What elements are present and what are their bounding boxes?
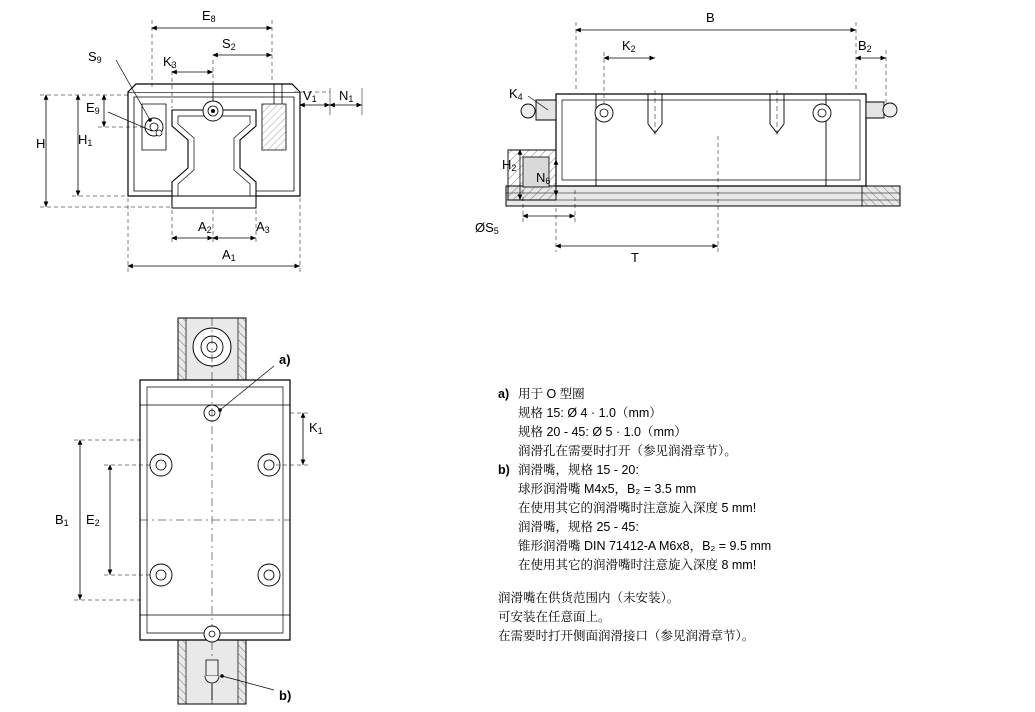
label-B1: $B_1$: [55, 512, 69, 528]
label-E9: $E_9$: [86, 100, 100, 116]
note-b: [498, 461, 1018, 480]
note-a: [498, 385, 1018, 404]
label-K1: $K_1$: [309, 420, 323, 436]
label-A1: $A_1$: [222, 247, 236, 263]
note-a-marker: a): [498, 387, 510, 401]
label-B2: $B_2$: [858, 38, 872, 54]
label-S9: $S_9$: [88, 49, 102, 65]
label-A2: $A_2$: [198, 219, 212, 235]
note-b-line-3: 润滑嘴，规格 25 - 45:: [518, 520, 639, 534]
label-V1: $V_1$: [303, 88, 317, 104]
note-footer-line-2: 可安装在任意面上。: [498, 610, 611, 624]
side-view: [506, 22, 900, 252]
label-S5: $ØS_5$: [475, 220, 499, 236]
label-T: T: [631, 250, 639, 265]
top-view: [74, 318, 310, 704]
label-H2: $H_2$: [502, 157, 517, 173]
label-callout-b: b): [279, 688, 292, 703]
label-E2: $E_2$: [86, 512, 100, 528]
label-N6: $N_6$: [536, 170, 551, 186]
label-K3: $K_3$: [163, 54, 177, 70]
label-K4: $K_4$: [509, 86, 523, 102]
notes-block: [498, 385, 1018, 646]
note-b-marker: b): [498, 463, 510, 477]
label-S2: $S_2$: [222, 36, 236, 52]
note-footer-line-1: 润滑嘴在供货范围内（未安装）。: [498, 591, 680, 605]
label-K2: $K_2$: [622, 38, 636, 54]
note-a-line-3: 润滑孔在需要时打开（参见润滑章节）。: [518, 444, 737, 458]
label-B: B: [706, 10, 715, 25]
note-a-line-1: 规格 15: Ø 4 · 1.0（mm）: [518, 406, 662, 420]
note-b-line-4: 锥形润滑嘴 DIN 71412-A M6x8，B₂ = 9.5 mm: [518, 539, 772, 553]
note-a-line-2: 规格 20 - 45: Ø 5 · 1.0（mm）: [518, 425, 687, 439]
label-A3: $A_3$: [256, 219, 270, 235]
label-H1: $H_1$: [78, 132, 93, 148]
label-H: H: [36, 136, 46, 151]
label-callout-a: a): [279, 352, 291, 367]
label-E8: $E_8$: [202, 8, 216, 24]
note-b-line-2: 在使用其它的润滑嘴时注意旋入深度 5 mm!: [518, 501, 757, 515]
note-b-line-1: 球形润滑嘴 M4x5，B₂ = 3.5 mm: [518, 482, 697, 496]
note-b-heading: 润滑嘴，规格 15 - 20:: [518, 463, 639, 477]
label-N1: $N_1$: [339, 88, 354, 104]
note-b-line-5: 在使用其它的润滑嘴时注意旋入深度 8 mm!: [518, 558, 757, 572]
note-footer-line-3: 在需要时打开侧面润滑接口（参见润滑章节）。: [498, 629, 755, 643]
note-a-heading: 用于 O 型圈: [518, 387, 585, 401]
